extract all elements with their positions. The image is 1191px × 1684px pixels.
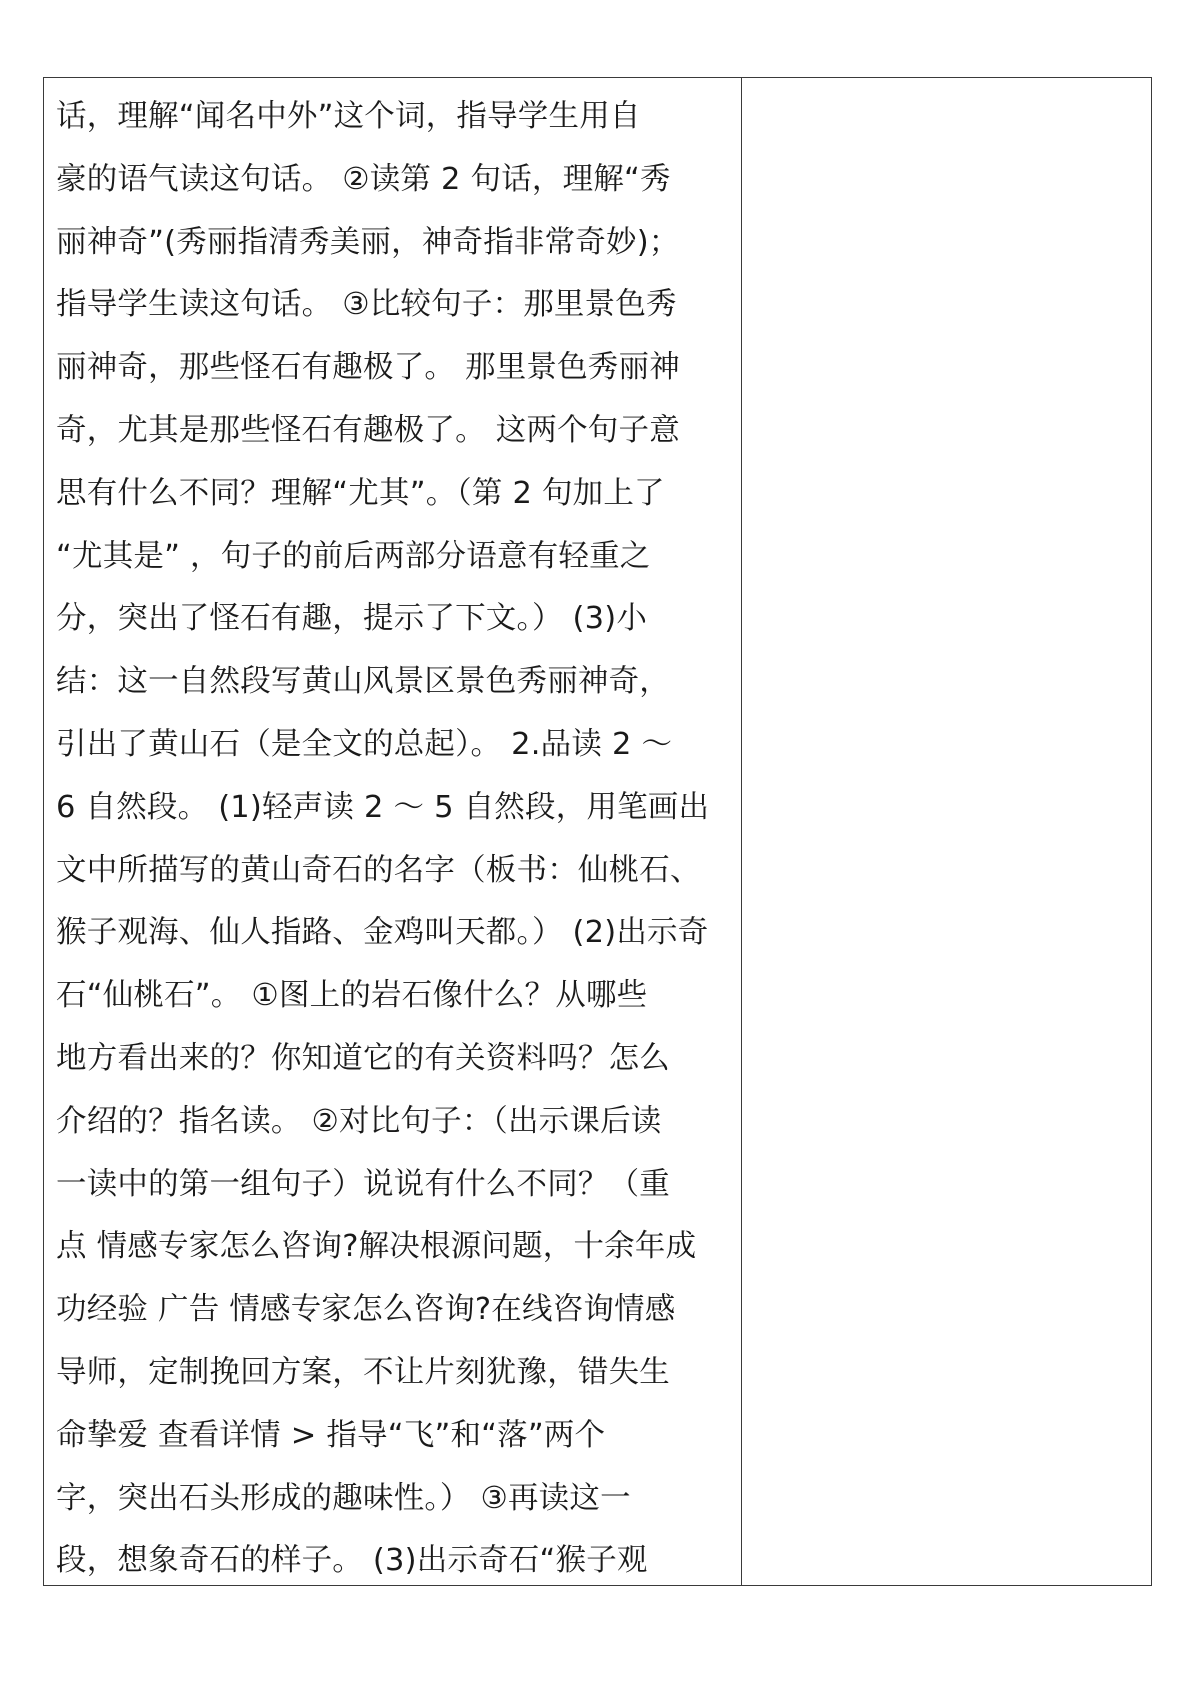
text-line: 导师，定制挽回方案，不让片刻犹豫，错失生 <box>56 1354 670 1390</box>
text-line: 文中所描写的黄山奇石的名字（板书：仙桃石、 <box>56 852 701 888</box>
text-line: 指导学生读这句话。 ③比较句子：那里景色秀 <box>56 287 677 323</box>
text-line: 命挚爱 查看详情 > 指导“飞”和“落”两个 <box>56 1417 606 1453</box>
text-line: 猴子观海、仙人指路、金鸡叫天都。） (2)出示奇 <box>56 915 709 951</box>
text-line: 奇，尤其是那些怪石有趣极了。 这两个句子意 <box>56 412 680 448</box>
text-line: 地方看出来的？你知道它的有关资料吗？怎么 <box>56 1040 670 1076</box>
text-line: 思有什么不同？理解“尤其”。（第 2 句加上了 <box>56 475 665 511</box>
text-line: 结：这一自然段写黄山风景区景色秀丽神奇， <box>56 664 670 700</box>
text-line: 石“仙桃石”。 ①图上的岩石像什么？从哪些 <box>56 978 648 1014</box>
text-line: 话，理解“闻名中外”这个词，指导学生用自 <box>56 99 641 134</box>
text-line: 点 情感专家怎么咨询?解决根源问题，十余年成 <box>56 1229 697 1265</box>
text-line: 丽神奇”(秀丽指清秀美丽，神奇指非常奇妙)； <box>56 224 680 260</box>
lesson-plan-table <box>43 77 1152 1586</box>
text-line: 一读中的第一组句子）说说有什么不同？（重 <box>56 1166 670 1202</box>
text-line: “尤其是” ，句子的前后两部分语意有轻重之 <box>56 538 651 574</box>
text-line: 字，突出石头形成的趣味性。） ③再读这一 <box>56 1480 631 1516</box>
text-line: 功经验 广告 情感专家怎么咨询?在线咨询情感 <box>56 1292 676 1328</box>
lesson-content-cell <box>56 86 732 1581</box>
text-line: 段，想象奇石的样子。 (3)出示奇石“猴子观 <box>56 1543 648 1579</box>
notes-cell <box>742 78 1151 1585</box>
text-line: 介绍的？指名读。 ②对比句子：（出示课后读 <box>56 1103 662 1139</box>
text-line: 豪的语气读这句话。 ②读第 2 句话，理解“秀 <box>56 161 671 197</box>
text-line: 6 自然段。 (1)轻声读 2 ～ 5 自然段，用笔画出 <box>56 789 710 825</box>
text-line: 分，突出了怪石有趣，提示了下文。） (3)小 <box>56 601 648 637</box>
text-line: 引出了黄山石（是全文的总起）。 2.品读 2 ～ <box>56 726 673 762</box>
text-line: 丽神奇，那些怪石有趣极了。 那里景色秀丽神 <box>56 350 680 386</box>
